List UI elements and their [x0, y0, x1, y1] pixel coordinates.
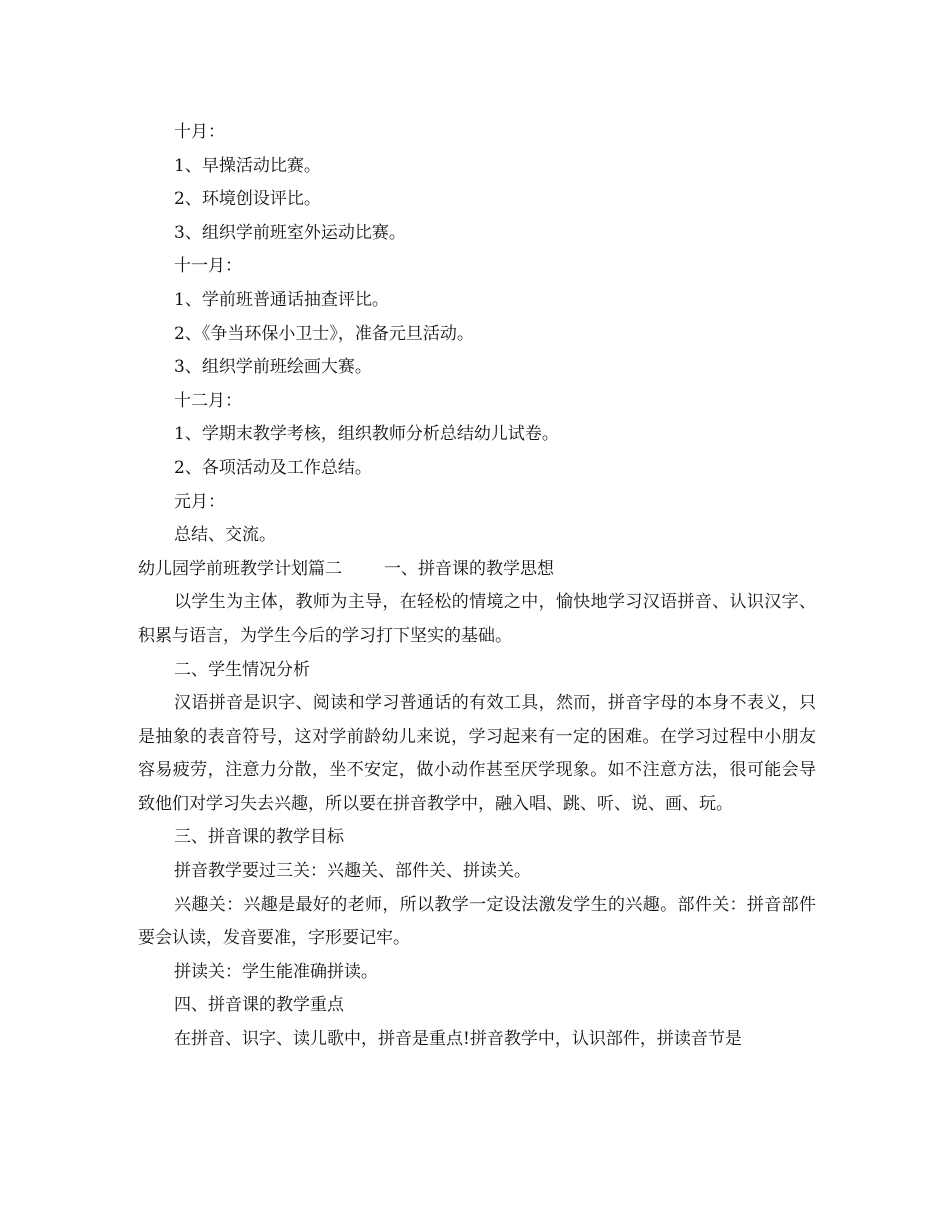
- list-item: 2、各项活动及工作总结。: [174, 457, 372, 478]
- list-item: 1、学前班普通话抽查评比。: [174, 289, 389, 310]
- section3-title: 三、拼音课的教学目标: [174, 827, 344, 848]
- section4-title: 四、拼音课的教学重点: [174, 995, 344, 1016]
- document-body: [138, 116, 816, 1057]
- part2-title: 幼儿园学前班教学计划篇二: [138, 558, 342, 579]
- month-heading-january: 元月：: [174, 491, 225, 512]
- list-item: 3、组织学前班室外运动比赛。: [174, 222, 406, 243]
- list-item: 总结、交流。: [174, 525, 276, 546]
- month-heading-november: 十一月：: [174, 256, 242, 277]
- list-item: 2、《争当环保小卫士》，准备元旦活动。: [174, 323, 474, 344]
- month-heading-december: 十二月：: [174, 390, 242, 411]
- list-item: 3、组织学前班绘画大赛。: [174, 357, 372, 378]
- list-item: 1、学期末教学考核，组织教师分析总结幼儿试卷。: [174, 424, 559, 445]
- section4-body: 在拼音、识字、读儿歌中，拼音是重点!拼音教学中，认识部件，拼读音节是: [174, 1029, 742, 1050]
- section3-body-2: 兴趣关：兴趣是最好的老师，所以教学一定设法激发学生的兴趣。部件关：拼音部件要会认读，发音要准，字形要记牢。: [138, 894, 816, 949]
- list-item: 2、环境创设评比。: [174, 189, 321, 210]
- section3-body-1: 拼音教学要过三关：兴趣关、部件关、拼读关。: [174, 861, 531, 882]
- section2-title: 二、学生情况分析: [174, 659, 310, 680]
- section1-title: 一、拼音课的教学思想: [384, 558, 554, 579]
- list-item: 1、早操活动比赛。: [174, 155, 321, 176]
- part2-heading-line: [138, 553, 816, 587]
- section1-body: 以学生为主体，教师为主导，在轻松的情境之中，愉快地学习汉语拼音、认识汉字、积累与语言，为学生今后的学习打下坚实的基础。: [138, 592, 816, 646]
- section2-body: 汉语拼音是识字、阅读和学习普通话的有效工具，然而，拼音字母的本身不表义，只是抽象的表音符号，这对学前龄幼儿来说，学习起来有一定的困难。在学习过程中小朋友容易疲劳，注意力分散，坐不安定，做小动作甚至厌学现象。如不注意方法，很可能会导致他们对学习失去兴趣，所以要在拼音教学中，融入唱、跳、听、说、画、玩。: [138, 693, 816, 814]
- section3-body-3: 拼读关：学生能准确拼读。: [174, 961, 378, 982]
- month-heading-october: 十月：: [174, 122, 225, 142]
